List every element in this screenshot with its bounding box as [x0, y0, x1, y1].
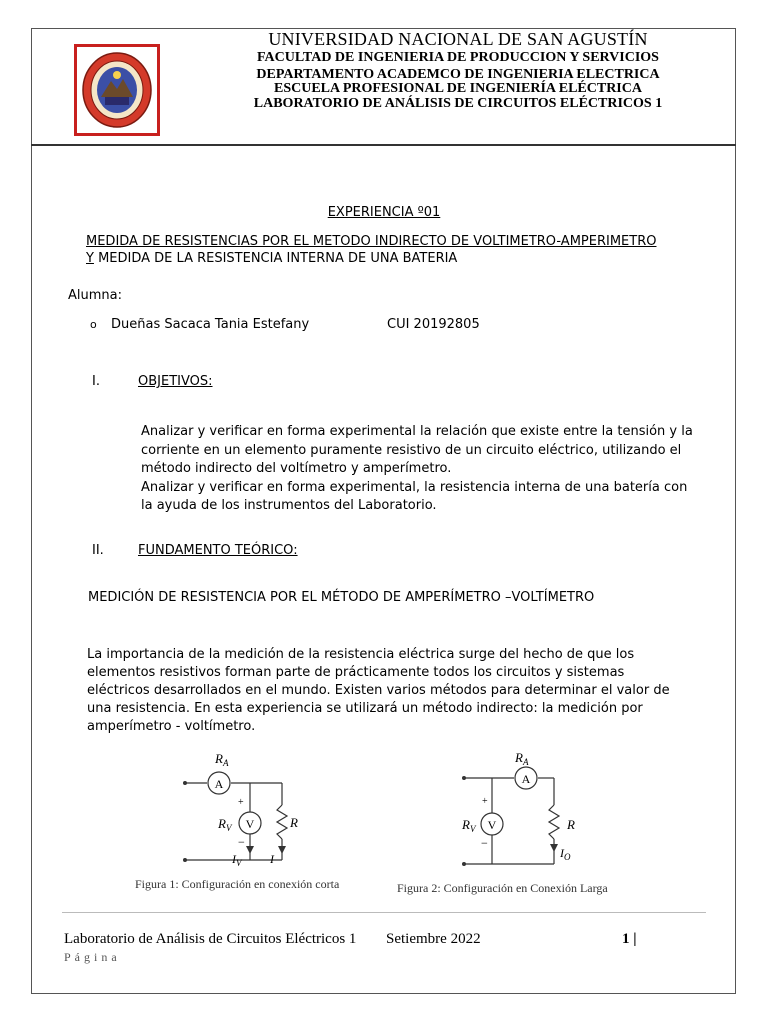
university-logo [74, 44, 160, 136]
footer-pagina: Página [64, 950, 121, 964]
paragraph-line: una resistencia. En esta experiencia se utilizará un método indirecto: la medición por [87, 701, 643, 716]
fig1-plus: + [238, 797, 244, 808]
paragraph-line: elementos resistivos forman parte de prácticamente todos los circuitos y sistemas [87, 665, 625, 680]
fig2-plus: + [482, 796, 488, 807]
experience-number: EXPERIENCIA º01 [327, 205, 441, 220]
arrow-icon [550, 844, 558, 852]
figure-2-circuit [392, 750, 652, 900]
university-name: UNIVERSIDAD NACIONAL DE SAN AGUSTÍN [268, 29, 648, 49]
fig1-r: R [290, 815, 298, 830]
fig1-voltmeter: V [245, 817, 255, 831]
faculty-name: FACULTAD DE INGENIERIA DE PRODUCCION Y SERVICIOS [257, 50, 659, 65]
fig2-r: R [567, 817, 575, 832]
figure-1-caption: Figura 1: Configuración en conexión corta [135, 877, 340, 891]
bullet-icon: o [90, 318, 97, 331]
fig1-minus: − [238, 835, 245, 849]
figure-2-caption: Figura 2: Configuración en Conexión Larga [397, 881, 608, 895]
section-2-number: II. [92, 543, 104, 558]
terminal-icon [462, 776, 466, 780]
footer-date: Setiembre 2022 [386, 931, 481, 947]
objectives-line: método indirecto del voltímetro y amperímetro. [141, 461, 452, 476]
section-1-number: I. [92, 374, 100, 389]
fig2-rv: $R_V$ [462, 817, 476, 834]
terminal-icon [183, 858, 187, 862]
student-cui: CUI 20192805 [387, 317, 480, 332]
fig2-io: $I_O$ [560, 846, 571, 862]
fig1-i: I [270, 852, 274, 866]
objectives-line: la ayuda de los instrumentos del Laboratorio. [141, 498, 437, 513]
document-title-line1: MEDIDA DE RESISTENCIAS POR EL METODO INDIRECTO DE VOLTIMETRO-AMPERIMETRO [86, 234, 657, 249]
fig2-minus: − [481, 836, 488, 850]
school-name: ESCUELA PROFESIONAL DE INGENIERÍA ELÉCTRICA [274, 81, 642, 96]
alumna-label: Alumna: [68, 288, 122, 303]
fig2-ammeter: A [521, 772, 531, 786]
terminal-icon [183, 781, 187, 785]
arrow-icon [246, 846, 254, 854]
paragraph-line: amperímetro - voltímetro. [87, 719, 256, 734]
title-rest: MEDIDA DE LA RESISTENCIA INTERNA DE UNA BATERIA [93, 251, 458, 266]
fig1-iv: $I_V$ [232, 852, 242, 868]
fig2-ra: $R_A$ [515, 750, 529, 767]
terminal-icon [462, 862, 466, 866]
theory-paragraph [87, 646, 687, 736]
footer-page-number: 1 | [622, 931, 637, 947]
arrow-icon [278, 846, 286, 854]
lab-name: LABORATORIO DE ANÁLISIS DE CIRCUITOS ELÉCTRICOS 1 [253, 96, 663, 111]
footer-divider [62, 912, 706, 913]
student-name: Dueñas Sacaca Tania Estefany [111, 317, 310, 332]
objectives-line: Analizar y verificar en forma experimental, la resistencia interna de una batería con [141, 479, 688, 495]
paragraph-line: La importancia de la medición de la resistencia eléctrica surge del hecho de que los [87, 647, 635, 662]
document-title-line2 [86, 251, 457, 266]
objectives-text [141, 423, 711, 516]
section-1-title: OBJETIVOS: [138, 374, 213, 389]
footer-lab: Laboratorio de Análisis de Circuitos Eléctricos 1 [64, 931, 357, 947]
title-y: Y [86, 251, 94, 266]
section-2-title: FUNDAMENTO TEÓRICO: [138, 543, 298, 558]
header-divider [31, 144, 736, 146]
objectives-line: Analizar y verificar en forma experimental la relación que existe entre la tensión y la [141, 424, 693, 439]
paragraph-line: eléctricos desarrollados en el mundo. Existen varios métodos para determinar el valor de [87, 683, 670, 698]
seal-icon [77, 47, 157, 133]
department-name: DEPARTAMENTO ACADEMCO DE INGENIERIA ELECTRICA [256, 67, 660, 82]
fig1-ammeter: A [214, 777, 224, 791]
objectives-line: corriente en un elemento puramente resistivo de un circuito eléctrico, utilizando el [141, 442, 682, 458]
fig1-rv: $R_V$ [218, 816, 232, 833]
fig2-voltmeter: V [487, 818, 497, 832]
fig1-ra: $R_A$ [215, 751, 229, 768]
figure-1-circuit [130, 750, 370, 900]
section-2-subheading: MEDICIÓN DE RESISTENCIA POR EL MÉTODO DE AMPERÍMETRO –VOLTÍMETRO [88, 590, 595, 605]
